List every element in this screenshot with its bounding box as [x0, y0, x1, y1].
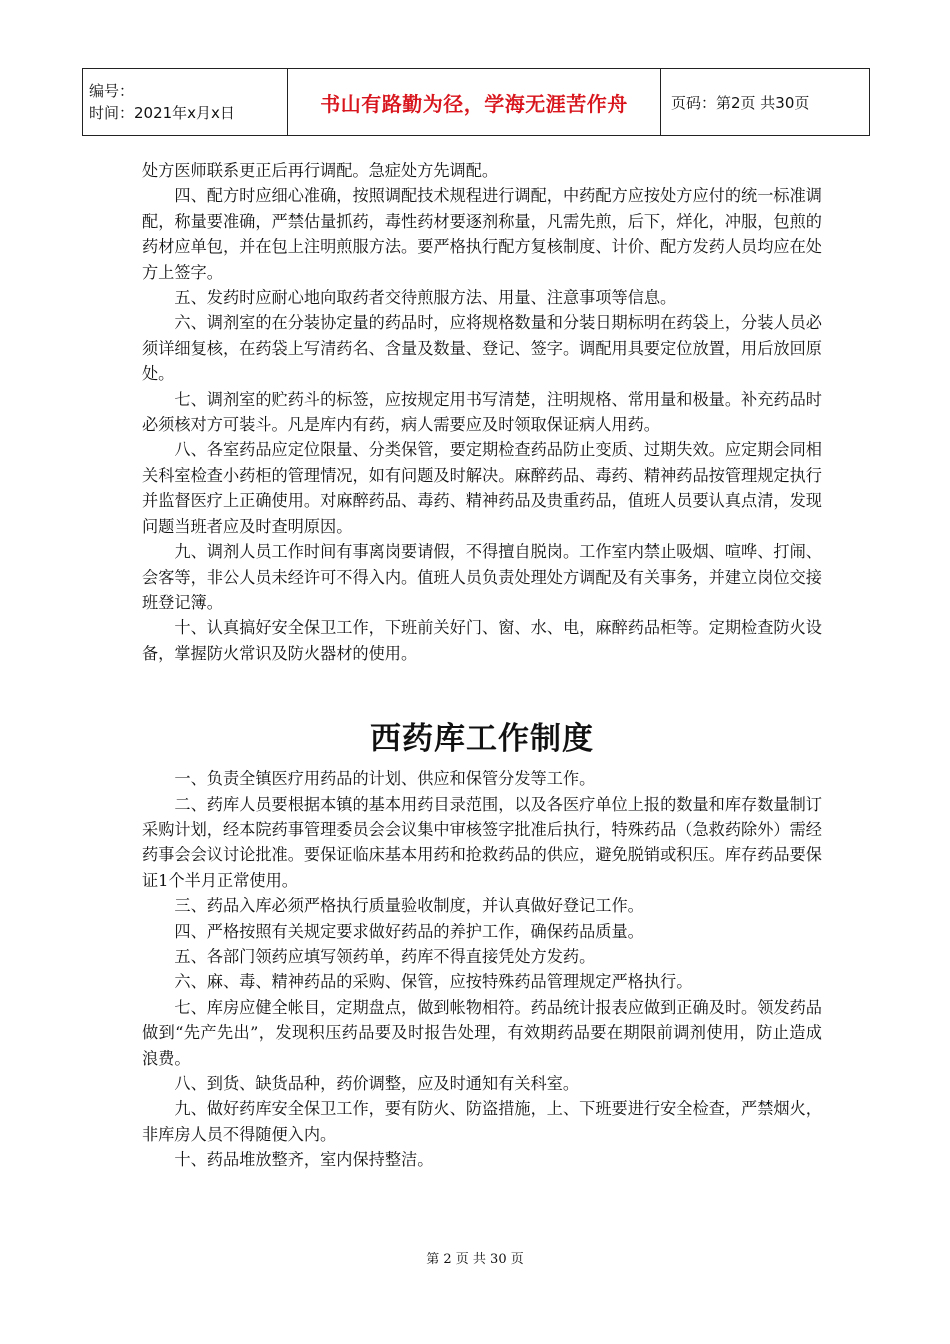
paragraph: 五、各部门领药应填写领药单，药库不得直接凭处方发药。 — [174, 946, 596, 966]
paragraph: 处方医师联系更正后再行调配。急症处方先调配。 — [142, 161, 499, 180]
header-motto: 书山有路勤为径，学海无涯苦作舟 — [288, 69, 661, 136]
header-meta-cell — [83, 69, 288, 136]
paragraph: 九、做好药库安全保卫工作，要有防火、防盗措施，上、下班要进行安全检查，严禁烟火，非库房人员不得随便入内。 — [142, 1099, 822, 1144]
document-body — [142, 158, 822, 1173]
paragraph: 六、麻、毒、精神药品的采购、保管，应按特殊药品管理规定严格执行。 — [174, 972, 693, 992]
paragraph: 八、到货、缺货品种，药价调整，应及时通知有关科室。 — [174, 1074, 580, 1093]
document-number-label: 编号： — [89, 82, 135, 100]
paragraph: 三、药品入库必须严格执行质量验收制度，并认真做好登记工作。 — [174, 896, 644, 916]
paragraph: 八、各室药品应定位限量、分类保管，要定期检查药品防止变质、过期失效。应定期会同相关科室检查小药柜的管理情况，如有问题及时解决。麻醉药品、毒药、精神药品按管理规定执行并监督医疗上正确使用。对麻醉药品、毒药、精神药品及贵重药品，值班人员要认真点清，发现问题当班者应及时查明原因。 — [142, 440, 822, 536]
paragraph: 二、药库人员要根据本镇的基本用药目录范围，以及各医疗单位上报的数量和库存数量制订采购计划，经本院药事管理委员会会议集中审核签字批准后执行，特殊药品（急救药除外）需经药事会会议讨论批准。要保证临床基本用药和抢救药品的供应，避免脱销或积压。库存药品要保证1个半月正常使用。 — [142, 794, 822, 890]
document-time-label: 时间：2021年x月x日 — [89, 104, 235, 122]
paragraph: 五、发药时应耐心地向取药者交待煎服方法、用量、注意事项等信息。 — [174, 288, 677, 308]
header-page-label: 页码：第2页 共30页 — [661, 69, 870, 136]
section-title: 西药库工作制度 — [370, 721, 594, 758]
page-footer: 第 2 页 共 30 页 — [426, 1252, 524, 1267]
header-table — [82, 68, 870, 136]
paragraph: 六、调剂室的在分装协定量的药品时，应将规格数量和分装日期标明在药袋上，分装人员必须详细复核，在药袋上写清药名、含量及数量、登记、签字。调配用具要定位放置，用后放回原处。 — [142, 313, 822, 384]
paragraph: 九、调剂人员工作时间有事离岗要请假，不得擅自脱岗。工作室内禁止吸烟、喧哗、打闹、会客等，非公人员未经许可不得入内。值班人员负责处理处方调配及有关事务，并建立岗位交接班登记簿。 — [142, 542, 822, 612]
paragraph: 十、认真搞好安全保卫工作，下班前关好门、窗、水、电，麻醉药品柜等。定期检查防火设备，掌握防火常识及防火器材的使用。 — [142, 618, 822, 663]
paragraph: 十、药品堆放整齐，室内保持整洁。 — [174, 1150, 434, 1170]
paragraph: 四、严格按照有关规定要求做好药品的养护工作，确保药品质量。 — [174, 921, 644, 941]
paragraph: 七、库房应健全帐目，定期盘点，做到帐物相符。药品统计报表应做到正确及时。领发药品做到“先产先出”，发现积压药品要及时报告处理，有效期药品要在期限前调剂使用，防止造成浪费。 — [142, 997, 822, 1068]
paragraph: 四、配方时应细心准确，按照调配技术规程进行调配，中药配方应按处方应付的统一标准调配，称量要准确，严禁估量抓药，毒性药材要逐剂称量，凡需先煎，后下，烊化，冲服，包煎的药材应单包，并在包上注明煎服方法。要严格执行配方复核制度、计价、配方发药人员均应在处方上签字。 — [142, 186, 822, 282]
paragraph: 七、调剂室的贮药斗的标签，应按规定用书写清楚，注明规格、常用量和极量。补充药品时必须核对方可装斗。凡是库内有药，病人需要应及时领取保证病人用药。 — [142, 389, 822, 435]
paragraph: 一、负责全镇医疗用药品的计划、供应和保管分发等工作。 — [174, 769, 596, 789]
